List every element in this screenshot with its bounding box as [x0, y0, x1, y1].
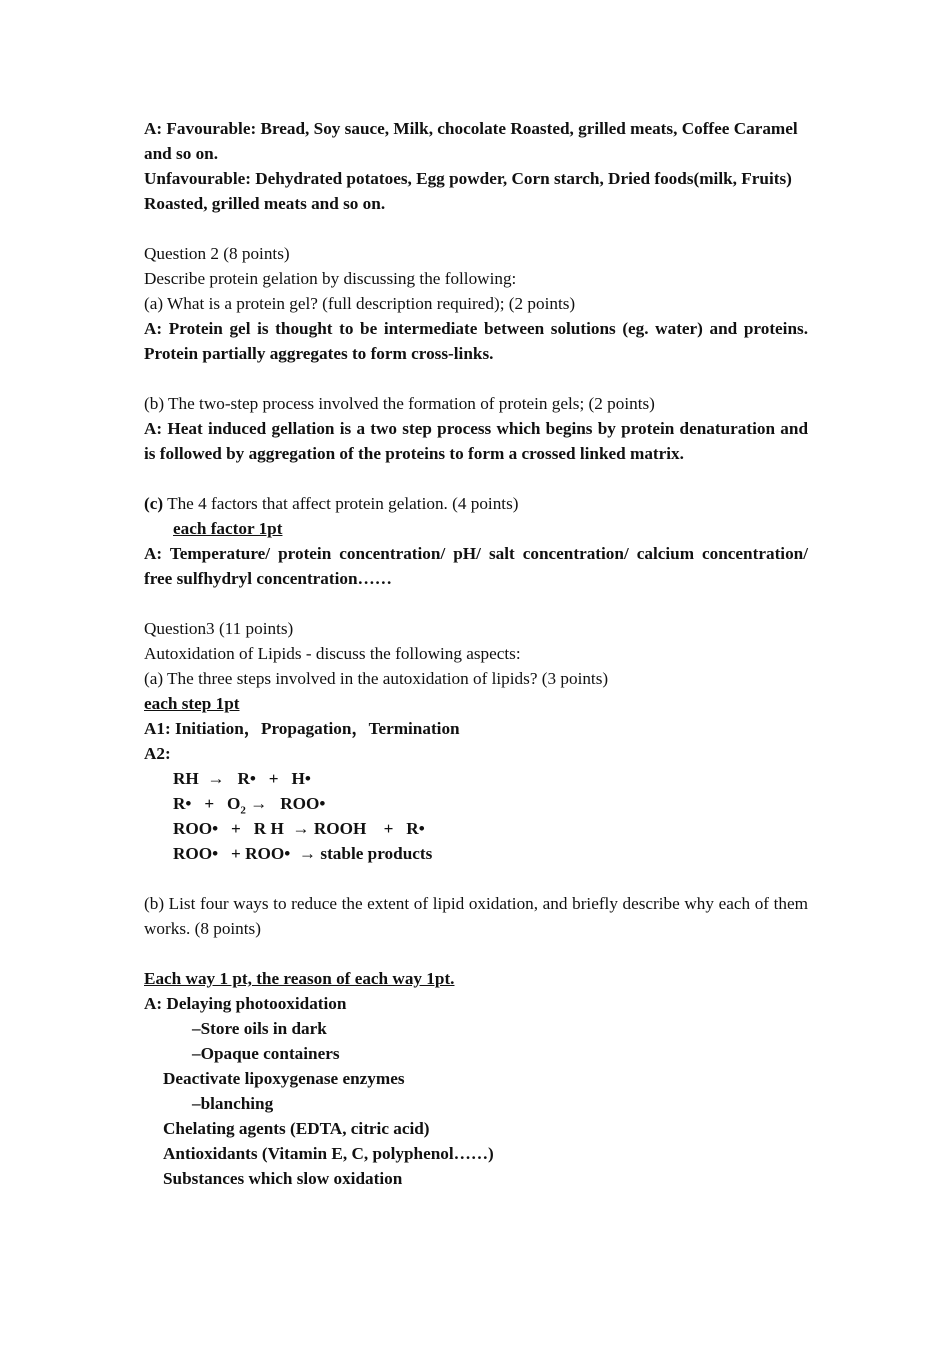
q1-answer-favourable: A: Favourable: Bread, Soy sauce, Milk, chocolate Roasted, grilled meats, Coffee Caramel and so on.	[144, 119, 798, 163]
q3-a2: A2:	[144, 744, 171, 763]
q3-b-question: (b) List four ways to reduce the extent of lipid oxidation, and briefly describe why each of them works. (8 points)	[144, 894, 808, 938]
q2-c-answer: A: Temperature/ protein concentration/ pH/ salt concentration/ calcium concentration/ free sulfhydryl concentration……	[144, 544, 808, 588]
reaction-initiation: RH → R• + H•	[173, 769, 311, 788]
q3-a-question: (a) The three steps involved in the autoxidation of lipids? (3 points)	[144, 669, 609, 688]
q3-b-answer-5: –blanching	[192, 1094, 274, 1113]
q3-b-answer-4: Deactivate lipoxygenase enzymes	[163, 1069, 405, 1088]
q3-b-answer-6: Chelating agents (EDTA, citric acid)	[163, 1119, 430, 1138]
q3-title: Question3 (11 points)	[144, 619, 294, 638]
q2-c-scoring: each factor 1pt	[173, 519, 283, 538]
q2-c-question	[144, 491, 808, 516]
q3-b-answer-8: Substances which slow oxidation	[163, 1169, 403, 1188]
reaction-2-pre: R• + O	[173, 794, 241, 813]
q2-a-question: (a) What is a protein gel? (full description required); (2 points)	[144, 294, 576, 313]
q3-a-scoring: each step 1pt	[144, 694, 240, 713]
reaction-2-sub: 2	[240, 804, 246, 817]
reaction-2-post: → ROO•	[245, 794, 326, 813]
q3-b-answer-3: –Opaque containers	[192, 1044, 340, 1063]
reaction-termination: ROO• + ROO• → stable products	[173, 844, 433, 863]
document-page	[144, 116, 808, 1191]
q2-c-scoring-line	[144, 516, 808, 541]
q2-intro: Describe protein gelation by discussing the following:	[144, 269, 517, 288]
q3-a-scoring-line	[144, 691, 808, 716]
q2-c-label: (c)	[144, 494, 164, 513]
q3-a1: A1: Initiation，Propagation，Termination	[144, 719, 460, 738]
q3-b-answer-2: –Store oils in dark	[192, 1019, 327, 1038]
reaction-list	[144, 766, 808, 866]
q3-intro: Autoxidation of Lipids - discuss the following aspects:	[144, 644, 521, 663]
q3-b-scoring-line	[144, 966, 808, 991]
q3-b-answer-1: A: Delaying photooxidation	[144, 994, 347, 1013]
q2-b-question: (b) The two-step process involved the formation of protein gels; (2 points)	[144, 394, 655, 413]
q2-b-answer: A: Heat induced gellation is a two step process which begins by protein denaturation and is followed by aggregation of the proteins to form a crossed linked matrix.	[144, 419, 808, 463]
reaction-propagation-2: ROO• + R H → ROOH + R•	[173, 819, 425, 838]
reaction-propagation-1	[173, 791, 808, 816]
q3-b-answer-7: Antioxidants (Vitamin E, C, polyphenol……)	[163, 1144, 494, 1163]
q1-answer-unfavourable: Unfavourable: Dehydrated potatoes, Egg powder, Corn starch, Dried foods(milk, Fruits) Roasted, grilled meats and so on.	[144, 169, 792, 213]
q2-c-question-text: The 4 factors that affect protein gelation. (4 points)	[163, 494, 519, 513]
q2-title: Question 2 (8 points)	[144, 244, 290, 263]
q2-a-answer: A: Protein gel is thought to be intermediate between solutions (eg. water) and proteins. Protein partially aggregates to form cross-links.	[144, 319, 808, 363]
q3-b-scoring: Each way 1 pt, the reason of each way 1pt.	[144, 969, 455, 988]
